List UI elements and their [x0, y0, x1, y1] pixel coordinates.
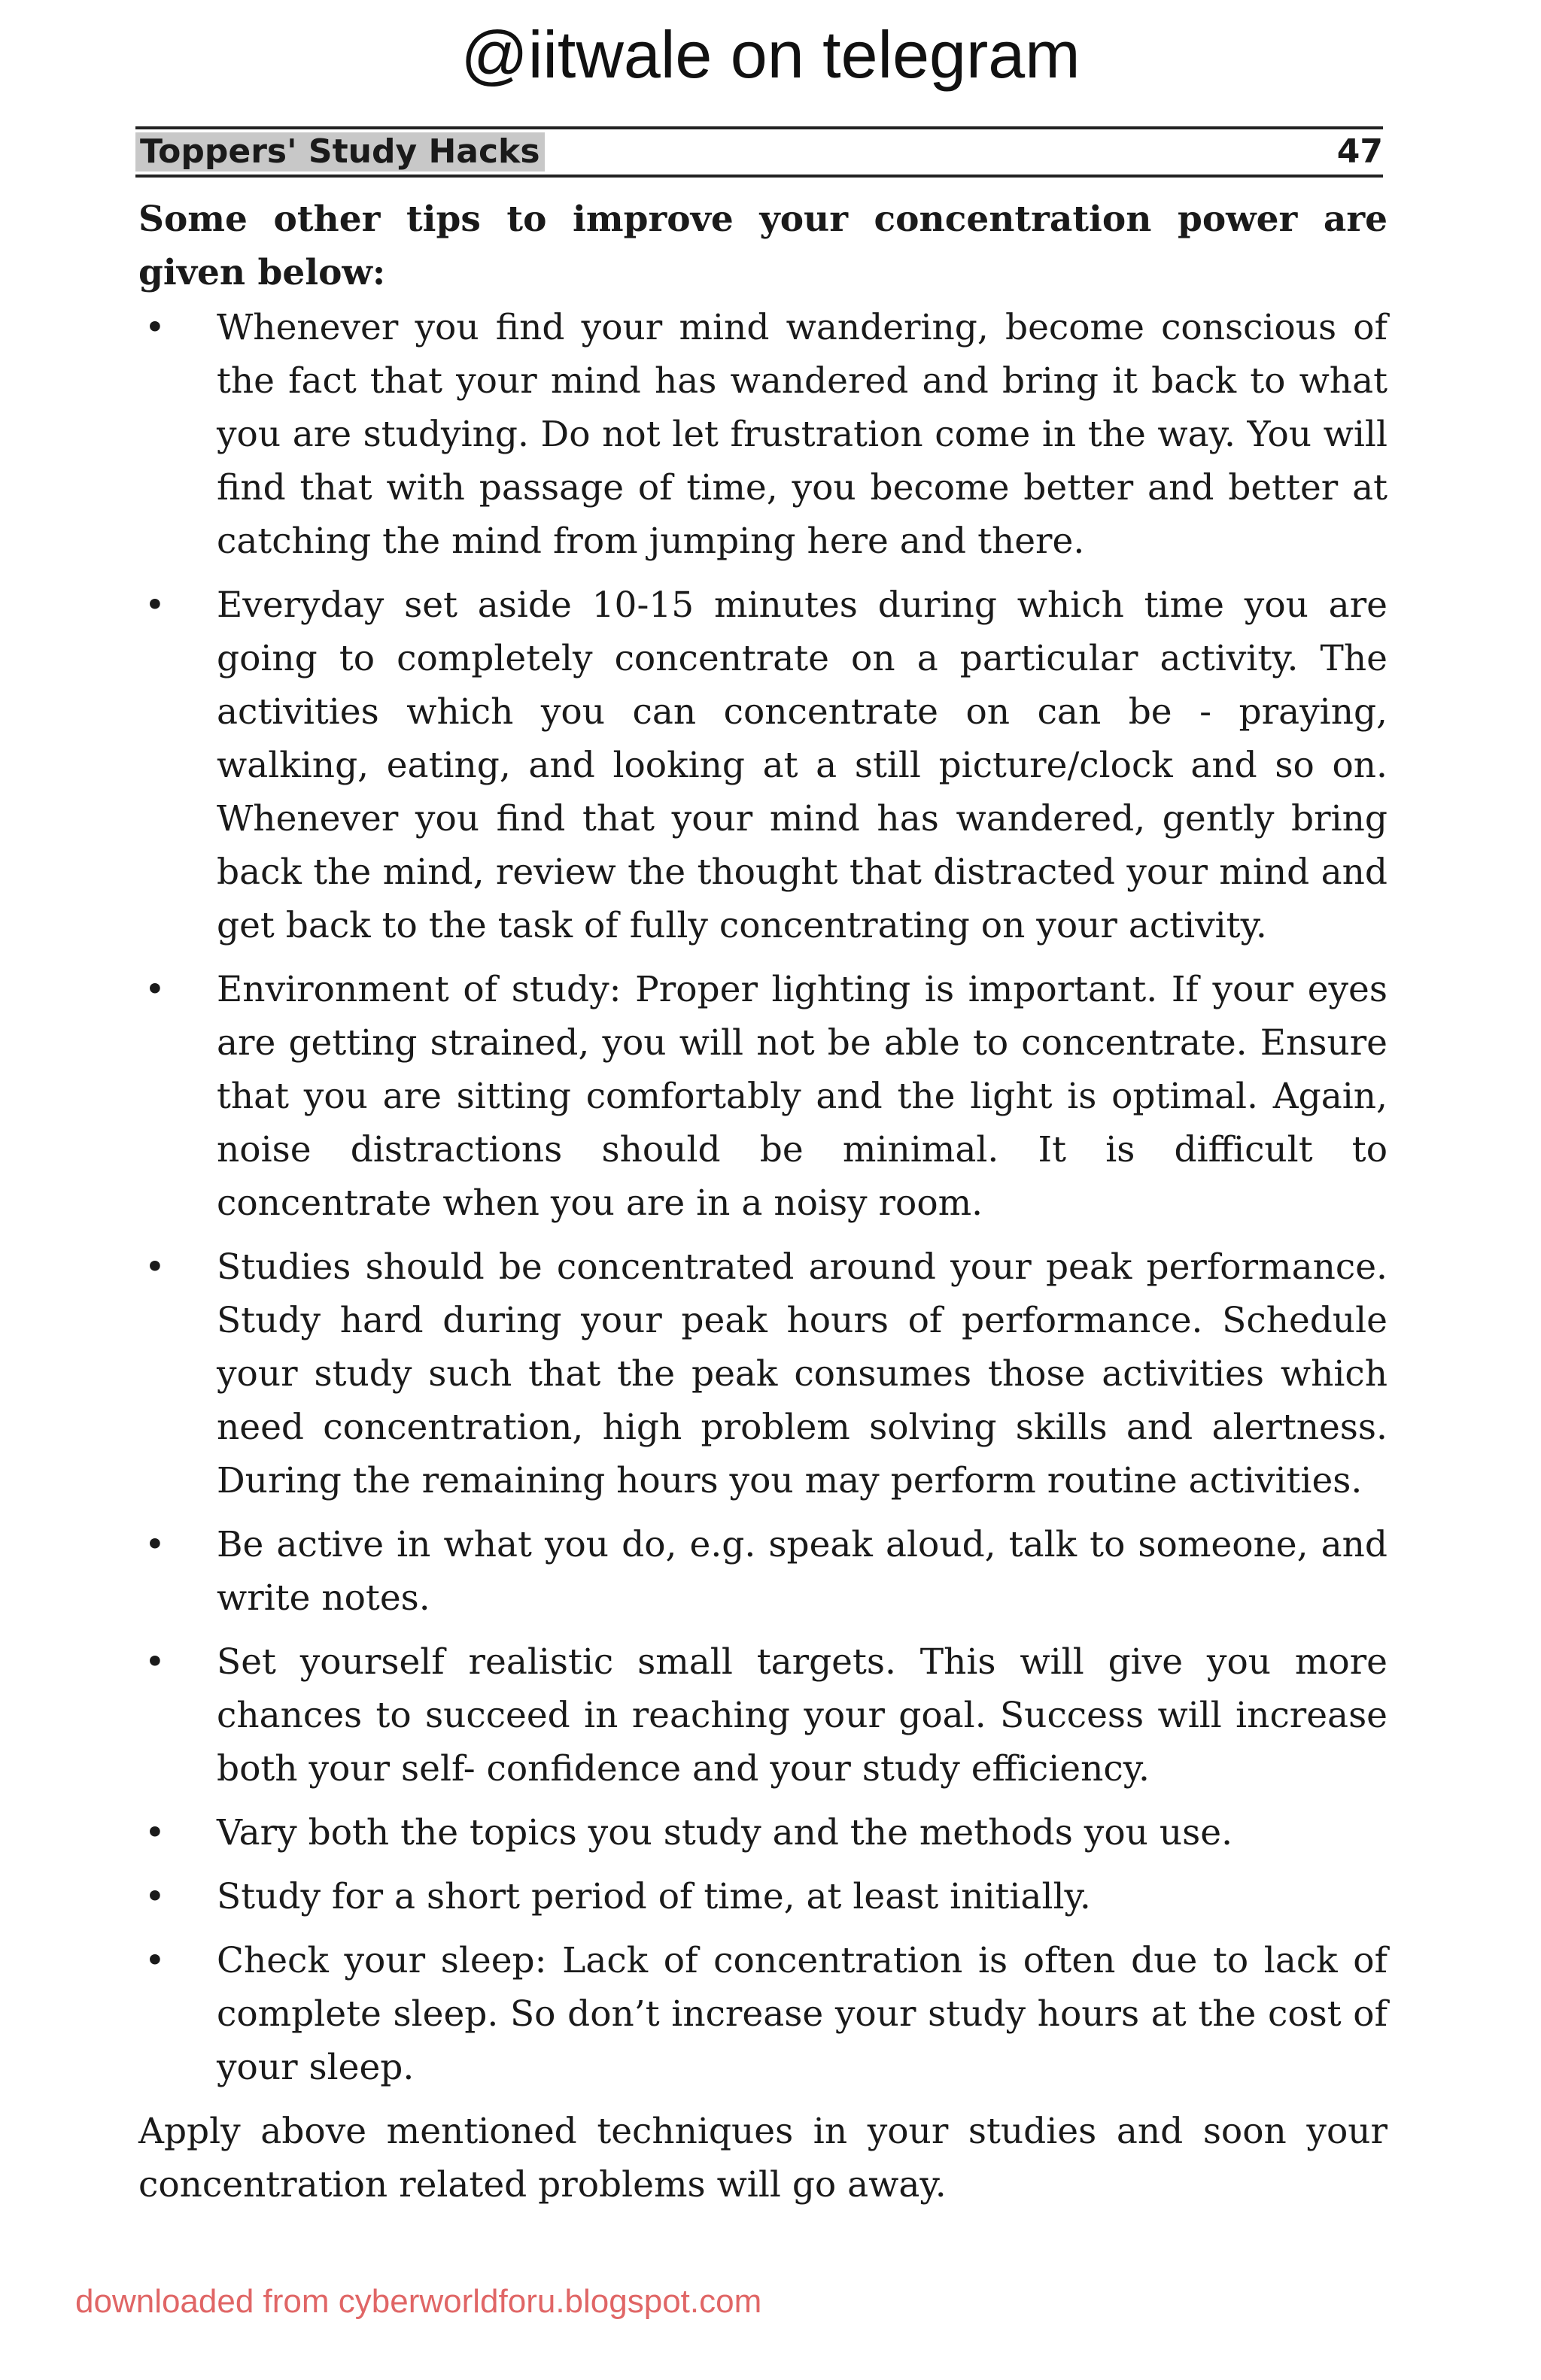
bullet-icon: • [144, 1876, 166, 1917]
list-item [138, 1934, 1388, 2094]
bullet-icon: • [144, 969, 166, 1010]
tip-text: Vary both the topics you study and the methods you use. [217, 1812, 1233, 1853]
list-item [138, 963, 1388, 1230]
bullet-icon: • [144, 1940, 166, 1981]
list-item [138, 1870, 1388, 1923]
bullet-icon: • [144, 307, 166, 348]
tip-text: Whenever you find your mind wandering, become conscious of the fact that your mind has wandered and bring it back to what you are studying. Do not let frustration come in the way. You will find that with passage of time, you become better and better at catching the mind from jumping here and there. [217, 307, 1388, 562]
tip-text: Be active in what you do, e.g. speak aloud, talk to someone, and write notes. [217, 1524, 1388, 1619]
intro-heading: Some other tips to improve your concentration power are given below: [138, 199, 1388, 293]
telegram-watermark: @iitwale on telegram [460, 17, 1081, 92]
list-item [138, 578, 1388, 952]
bullet-icon: • [144, 1524, 166, 1565]
tips-list [138, 301, 1388, 2094]
tip-text: Study for a short period of time, at least initially. [217, 1876, 1091, 1917]
bullet-icon: • [144, 584, 166, 626]
list-item [138, 1806, 1388, 1859]
bullet-icon: • [144, 1641, 166, 1683]
bullet-icon: • [144, 1246, 166, 1288]
list-item [138, 1518, 1388, 1625]
book-title: Toppers' Study Hacks [135, 132, 545, 172]
running-header [135, 126, 1383, 178]
tip-text: Studies should be concentrated around your peak performance. Study hard during your peak hours of performance. Schedule your study such that the peak consumes those activities which need concentration, high problem solving skills and alertness. During the remaining hours you may perform routine activities. [217, 1246, 1388, 1501]
tip-text: Set yourself realistic small targets. This will give you more chances to succeed in reaching your goal. Success will increase both your self- confidence and your study efficiency. [217, 1641, 1388, 1790]
list-item [138, 1240, 1388, 1507]
page-number: 47 [1336, 132, 1383, 171]
list-item [138, 301, 1388, 568]
list-item [138, 1635, 1388, 1796]
page-body [138, 193, 1388, 2212]
bullet-icon: • [144, 1812, 166, 1853]
tip-text: Everyday set aside 10-15 minutes during which time you are going to completely concentrate on a particular activity. The activities which you can concentrate on can be - praying, walking, eating, and looking at a still picture/clock and so on. Whenever you find that your mind has wandered, gently bring back the mind, review the thought that distracted your mind and get back to the task of fully concentrating on your activity. [217, 584, 1388, 946]
tip-text: Environment of study: Proper lighting is important. If your eyes are getting strained, you will not be able to concentrate. Ensure that you are sitting comfortably and the light is optimal. Again, noise distractions should be minimal. It is difficult to concentrate when you are in a noisy room. [217, 969, 1388, 1224]
blog-watermark: downloaded from cyberworldforu.blogspot.com [75, 2283, 762, 2320]
tip-text: Check your sleep: Lack of concentration is often due to lack of complete sleep. So don’t increase your study hours at the cost of your sleep. [217, 1940, 1388, 2088]
conclusion-paragraph: Apply above mentioned techniques in your studies and soon your concentration related problems will go away. [138, 2111, 1388, 2205]
